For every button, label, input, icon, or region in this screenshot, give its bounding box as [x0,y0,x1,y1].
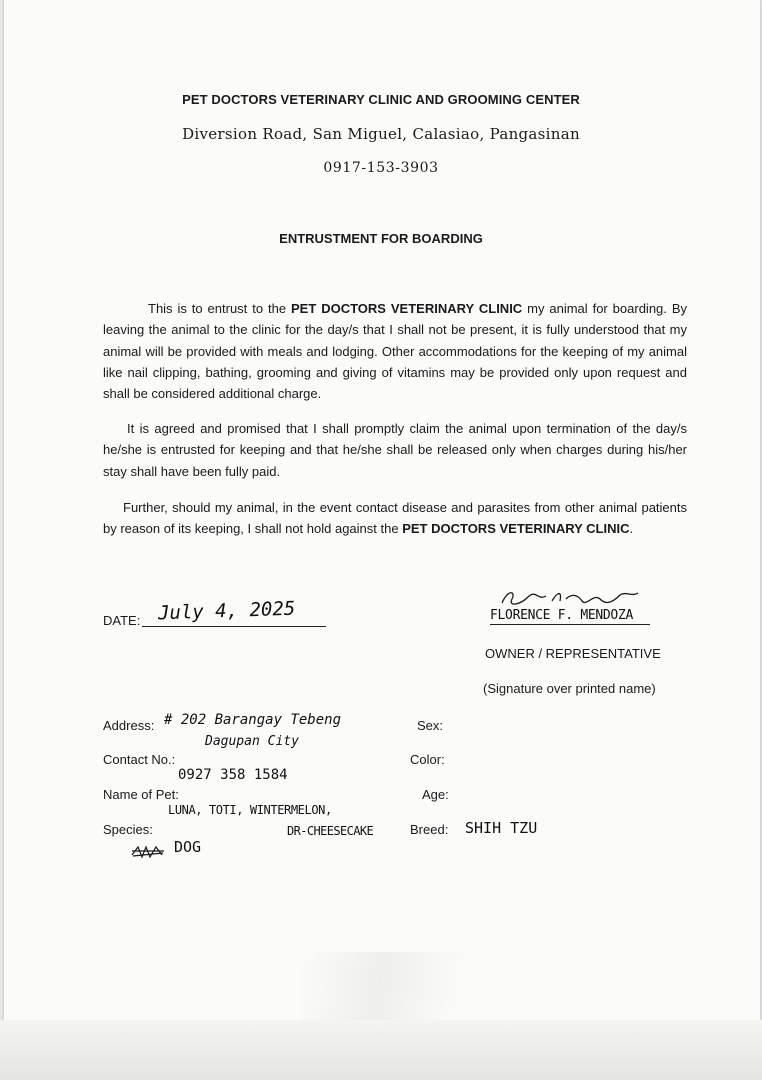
clinic-address: Diversion Road, San Miguel, Calasiao, Pangasinan [182,125,580,143]
owner-printed-name: FLORENCE F. MENDOZA [490,608,634,623]
paragraph-entrust [103,298,687,404]
p1-clinic-name: PET DOCTORS VETERINARY CLINIC [290,301,523,316]
age-label: Age: [422,787,449,802]
signature-line [490,624,650,625]
contact-label: Contact No.: [103,752,176,767]
clinic-name: PET DOCTORS VETERINARY CLINIC AND GROOMING CENTER [182,92,580,107]
p3-clinic-name: PET DOCTORS VETERINARY CLINIC [402,521,630,537]
signature-note: (Signature over printed name) [483,681,656,696]
document-title: ENTRUSTMENT FOR BOARDING [279,231,483,246]
p2-text: It is agreed and promised that I shall promptly claim the animal upon termination of the day/s he/she is entrusted for keeping and that he/she shall be released only when charges during his/her stay shall have been fully paid. [103,421,687,479]
pet-name-label: Name of Pet: [103,787,179,802]
paragraph-claim [103,418,687,482]
breed-label: Breed: [410,822,449,837]
contact-value: 0927 358 1584 [178,767,288,783]
p1-text-pre: This is to entrust to the [148,301,291,316]
species-label: Species: [103,822,153,837]
address-value-line2: Dagupan City [205,734,299,749]
paper-fold-edge [0,1020,762,1080]
pet-name-value-line2: DR-CHEESECAKE [287,824,374,838]
pet-name-value-line1: LUNA, TOTI, WINTERMELON, [168,803,332,817]
p1-text-post: my animal for boarding. By leaving the animal to the clinic for the day/s that I shall not be present, it is fully understood that my animal will be provided with meals and lodging. Other accommodations for the keeping of my animal like nail clipping, bathing, grooming and giving of vitamins may be provided only upon request and shall be considered additional charge. [103,301,687,402]
breed-value: SHIH TZU [465,819,538,837]
address-label: Address: [103,718,155,733]
p3-text-post: . [629,521,634,537]
crossed-out-scribble [130,843,166,861]
address-value-line1: # 202 Barangay Tebeng [164,712,342,728]
date-label: DATE: [103,613,141,628]
color-label: Color: [410,752,445,767]
p3-text-pre: Further, should my animal, in the event contact disease and parasites from other animal patients by reason of its keeping, I shall not hold against the [103,500,687,537]
date-line [142,626,326,627]
clinic-phone: 0917-153-3903 [323,160,439,176]
sex-label: Sex: [417,718,444,733]
paragraph-liability [103,497,687,540]
date-handwritten: July 4, 2025 [157,597,296,625]
signature-scribble [498,587,648,609]
species-value: DOG [174,838,202,856]
owner-label: OWNER / REPRESENTATIVE [485,646,661,661]
paper-crease [300,952,500,1022]
